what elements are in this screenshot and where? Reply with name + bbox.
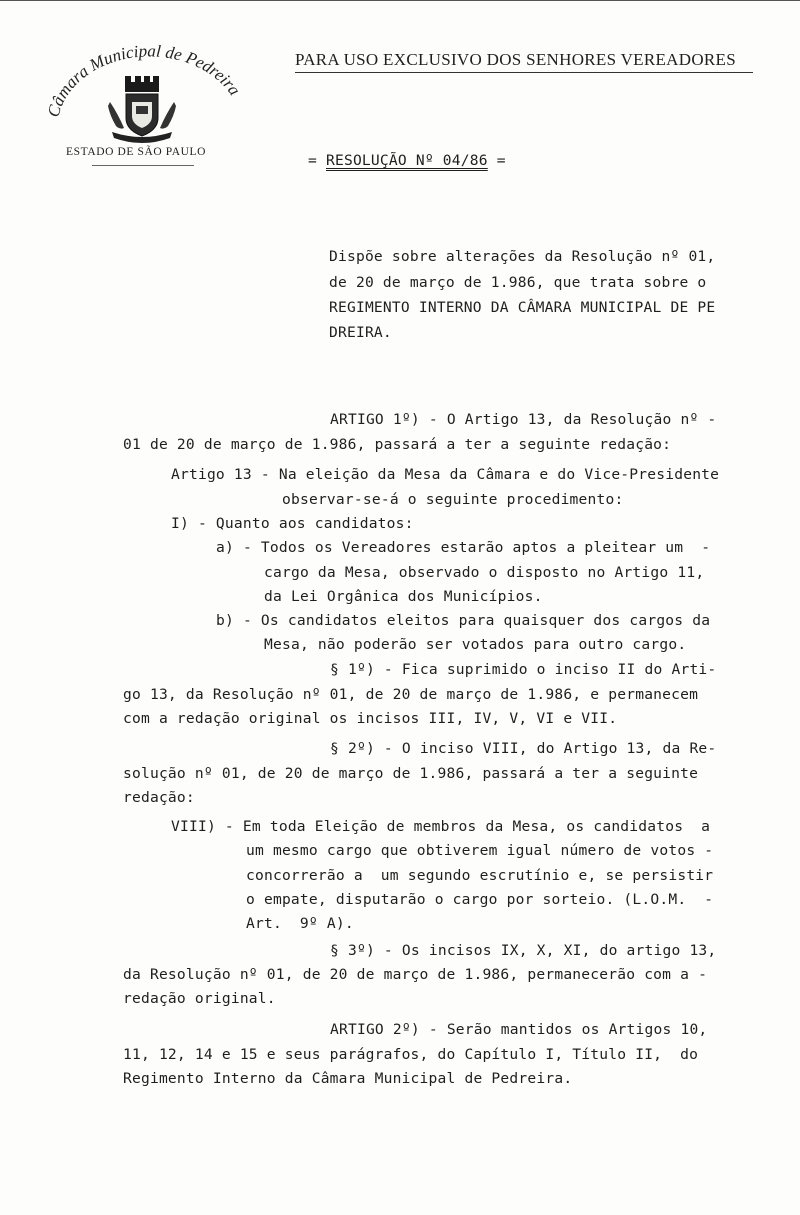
- notice-underline: [295, 72, 753, 73]
- body-line: Regimento Interno da Câmara Municipal de Pedreira.: [123, 1070, 573, 1087]
- resolution-title-suffix: =: [487, 152, 506, 169]
- body-line: 01 de 20 de março de 1.986, passará a ter a seguinte redação:: [123, 436, 672, 453]
- body-line: Mesa, não poderão ser votados para outro cargo.: [264, 636, 687, 653]
- ementa-line: de 20 de março de 1.986, que trata sobre o: [329, 274, 707, 291]
- body-line: 11, 12, 14 e 15 e seus parágrafos, do Capítulo I, Título II, do: [123, 1046, 699, 1063]
- alinea-a: a) - Todos os Vereadores estarão aptos a pleitear um -: [216, 539, 711, 556]
- exclusive-use-notice: PARA USO EXCLUSIVO DOS SENHORES VEREADORES: [295, 50, 736, 69]
- resolution-number: RESOLUÇÃO Nº 04/86: [325, 152, 488, 169]
- paragrafo-2: § 2º) - O inciso VIII, do Artigo 13, da Re-: [330, 740, 717, 757]
- body-line: Art. 9º A).: [246, 915, 354, 932]
- body-line: go 13, da Resolução nº 01, de 20 de março de 1.986, e permanecem: [123, 686, 699, 703]
- body-line: concorrerão a um segundo escrutínio e, se persistir: [246, 867, 714, 884]
- paragrafo-1: § 1º) - Fica suprimido o inciso II do Arti-: [330, 661, 717, 678]
- body-line: cargo da Mesa, observado o disposto no Artigo 11,: [264, 564, 705, 581]
- ementa-line: REGIMENTO INTERNO DA CÂMARA MUNICIPAL DE PE: [329, 299, 716, 316]
- body-line: um mesmo cargo que obtiverem igual número de votos -: [246, 842, 714, 859]
- ementa-line: Dispõe sobre alterações da Resolução nº 01,: [329, 248, 716, 265]
- body-line: o empate, disputarão o cargo por sorteio. (L.O.M. -: [246, 891, 714, 908]
- inciso-viii: VIII) - Em toda Eleição de membros da Mesa, os candidatos a: [171, 818, 711, 835]
- seal-arc-text: Câmara Municipal de Pedreira: [43, 41, 245, 120]
- inciso-i: I) - Quanto aos candidatos:: [171, 515, 414, 532]
- state-rule: [92, 165, 194, 166]
- body-line: observar-se-á o seguinte procedimento:: [282, 491, 624, 508]
- body-line: solução nº 01, de 20 de março de 1.986, passará a ter a seguinte: [123, 765, 699, 782]
- body-line: Artigo 13 - Na eleição da Mesa da Câmara e do Vice-Presidente: [171, 466, 720, 483]
- resolution-title-prefix: =: [308, 152, 326, 169]
- body-line: da Lei Orgânica dos Municípios.: [264, 588, 543, 605]
- body-line: redação original.: [123, 990, 276, 1007]
- body-line: redação:: [123, 789, 195, 806]
- artigo-2-heading: ARTIGO 2º) - Serão mantidos os Artigos 10,: [330, 1021, 708, 1038]
- artigo-1-heading: ARTIGO 1º) - O Artigo 13, da Resolução nº -: [330, 411, 717, 428]
- ementa-line: DREIRA.: [329, 324, 392, 341]
- body-line: com a redação original os incisos III, IV, V, VI e VII.: [123, 710, 618, 727]
- page-top-border: [0, 0, 800, 1]
- paragrafo-3: § 3º) - Os incisos IX, X, XI, do artigo 13,: [330, 942, 717, 959]
- state-name: ESTADO DE SÃO PAULO: [66, 146, 207, 158]
- alinea-b: b) - Os candidatos eleitos para quaisquer dos cargos da: [216, 612, 711, 629]
- body-line: da Resolução nº 01, de 20 de março de 1.986, permanecerão com a -: [123, 966, 708, 983]
- resolution-title: [308, 152, 506, 169]
